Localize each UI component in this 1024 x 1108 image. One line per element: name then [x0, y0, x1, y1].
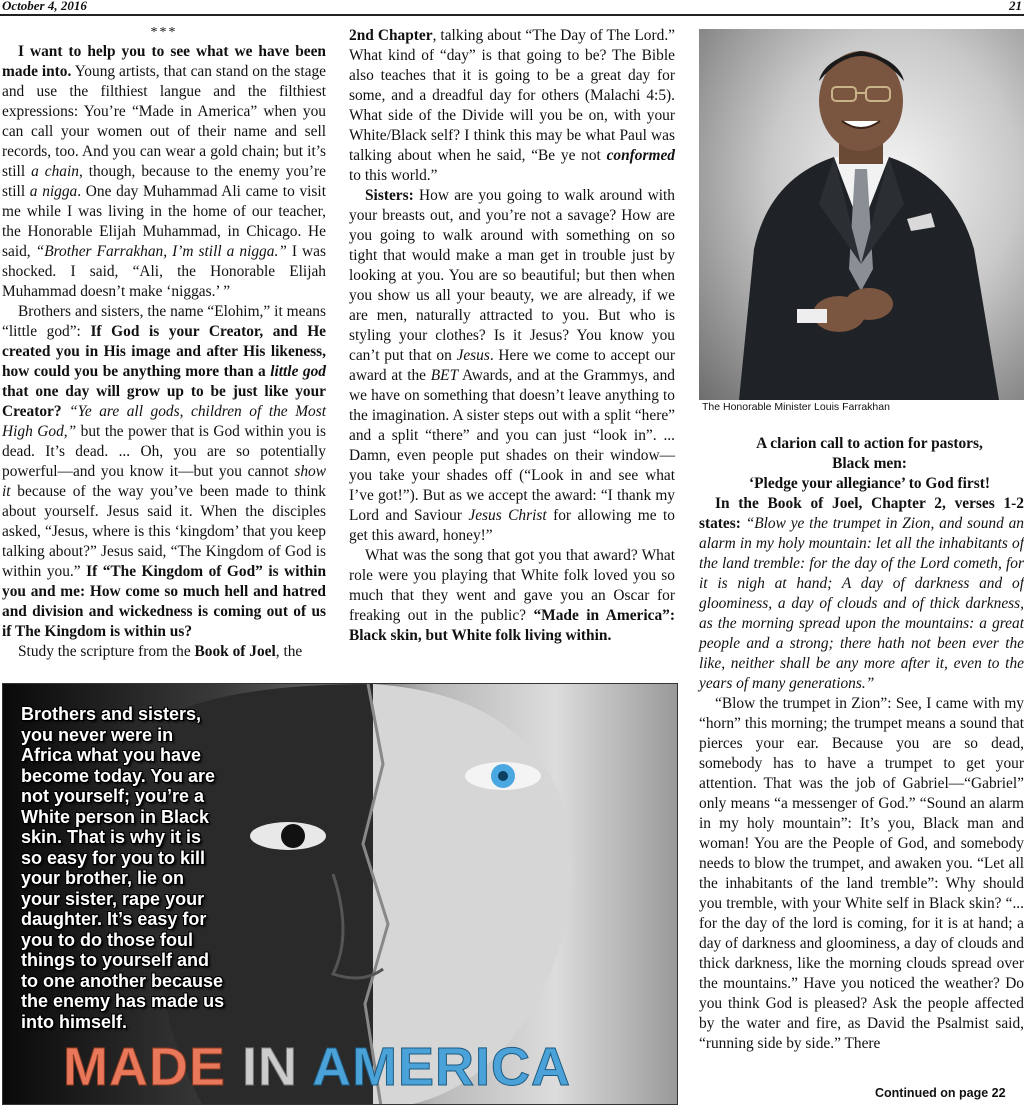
italic-run: Jesus Christ	[468, 507, 547, 524]
italic-run: a chain	[31, 163, 79, 180]
text-run: for allowing me to get this award, honey!”	[349, 507, 675, 544]
bold-lead: In the Book of Joel, Chapter 2, verses 1-2 states:	[699, 495, 1024, 532]
text-run: What was the song that got you that award? What role were you playing that White folk loved you so much that they went and gave you an Oscar for freaking out in the public?	[349, 547, 675, 624]
article-column-1	[2, 24, 326, 662]
issue-date: October 4, 2016	[2, 0, 87, 13]
italic-run: a nigga	[29, 183, 78, 200]
bold-run: that one day will grow up to be just like your Creator?	[2, 383, 326, 420]
bold-run: If God is your Creator, and He created you in His image and after His likeness, how could you be anything more than a	[2, 323, 327, 380]
paragraph	[349, 546, 675, 646]
text-run: Awards, and at the Grammys, and we have on something that doesn’t leave anything to the imagination. A sister steps out with a split “here” and a split “there” and you can just “look in”. ... Damn, even people put shades on their window—you take your shades off (“Look in and see what I’ve got!”). But as we accept the award: “I thank my Lord and Saviour	[349, 367, 675, 524]
bold-run: If “The Kingdom of God” is within you and me: How come so much hell and hatred and division and wickedness is coming out of us if The Kingdom is within us?	[2, 563, 326, 640]
bold-italic-run: conformed	[606, 147, 675, 164]
continued-note: Continued on page 22	[875, 1086, 1006, 1100]
article-column-2	[349, 26, 675, 646]
poster-title-in: IN	[242, 1037, 299, 1097]
subheading: Black men:	[832, 455, 907, 472]
italic-run: BET	[430, 367, 459, 384]
bold-lead: I want to help you to see what we have been made into.	[2, 43, 326, 80]
subheading: A clarion call to action for pastors,	[756, 435, 983, 452]
scripture-quote: “Blow ye the trumpet in Zion, and sound an alarm in my holy mountain: let all the inhabitants of the land tremble: for the day of the Lord cometh, for it is nigh at hand; A day of darkness and of gloominess, a day of clouds and of thick darkness, as the morning spread upon the mountains: a great people and a strong; there hath not been ever the like, neither shall be any more after it, even to the years of many generations.”	[699, 515, 1024, 692]
paragraph	[2, 642, 326, 662]
article-column-3	[699, 434, 1024, 1054]
paragraph	[2, 42, 326, 302]
text-run: How are you going to walk around with your breasts out, and you’re not a savage? How are you going to walk around with something on so tight that would make a man get in trouble just by looking at you. You are so beautiful; but then when you show us all your beauty, we are already, if we are men, naturally attracted to you. But who is styling your clothes? Is it Jesus? You know you can’t put that on	[349, 187, 675, 364]
photo-caption: The Honorable Minister Louis Farrakhan	[702, 401, 890, 413]
section-separator: ***	[150, 25, 178, 40]
page-number: 21	[1009, 0, 1022, 13]
text-run: Study the scripture from the	[18, 643, 195, 660]
bold-lead: Sisters:	[365, 187, 414, 204]
bold-run: Book of Joel	[194, 643, 276, 660]
italic-run: show it	[2, 463, 326, 500]
bold-run: “Made in America”: Black skin, but White folk living within.	[349, 607, 675, 644]
italic-run: Jesus	[456, 347, 490, 364]
poster-title	[3, 1039, 678, 1095]
italic-run: “Ye are all gods, children of the Most High God,”	[2, 403, 326, 440]
text-run: . Here we come to accept our award at the	[349, 347, 675, 384]
poster-title-america: AMERICA	[312, 1037, 572, 1097]
paragraph	[2, 302, 326, 642]
bold-italic-run: little god	[270, 363, 326, 380]
paragraph	[349, 186, 675, 546]
text-run: Young artists, that can stand on the stage and use the filthiest langue and the filthiest expressions: You’re “Made in America” when you can call your women out of their name and sell records, too. And you can wear a gold chain; but it’s still	[2, 63, 326, 180]
paragraph: “Blow the trumpet in Zion”: See, I came with my “horn” this morning; the trumpet means a sound that pierces your ear. Because you are so dead, somebody has to have a trumpet to get your attention. That was the job of Gabriel—“Gabriel” only means “a messenger of God.” “Sound an alarm in my holy mountain”: It’s you, Black man and woman! You are the People of God, and somebody needs to blow the trumpet, and awaken you. “Let all the inhabitants of the land tremble”: Why should you tremble, with your White self in Black skin? “... for the day of the lord is coming, for it is at hand; a day of darkness and gloominess, a day of clouds and thick darkness, like the morning clouds spread over the mountains.” Have you noticed the weather? Do you think God is pleased? Ask the people affected by the water and fire, as David the Psalmist said, “running side by side.” There	[699, 695, 1024, 1052]
paragraph	[349, 26, 675, 186]
subheading: ‘Pledge your allegiance’ to God first!	[749, 475, 990, 492]
text-run: I was shocked. I said, “Ali, the Honorable Elijah Muhammad doesn’t make ‘niggas.’ ”	[2, 243, 326, 300]
italic-run: “Brother Farrakhan, I’m still a nigga.”	[35, 243, 287, 260]
portrait-photo	[699, 29, 1024, 400]
paragraph	[699, 494, 1024, 694]
made-in-america-poster	[2, 683, 678, 1105]
portrait-illustration	[699, 29, 1024, 400]
page-header	[0, 0, 1024, 16]
text-run: Brothers and sisters, the name “Elohim,” it means “little god”:	[2, 303, 326, 340]
text-run: to this world.”	[349, 167, 438, 184]
text-run: . One day Muhammad Ali came to visit me while I was living in the home of our teacher, the Honorable Elijah Muhammad, in Chicago. He said,	[2, 183, 326, 260]
text-run: but the power that is God within you is dead. It’s dead. ... Oh, you are so potentially powerful—and you know it—but you cannot	[2, 423, 327, 480]
text-run: because of the way you’ve been made to think about yourself. Jesus said it. When the disciples asked, “Jesus, where is this ‘kingdom’ that you keep talking about?” Jesus said, “The Kingdom of God is within you.”	[2, 483, 326, 580]
text-run: , the	[275, 643, 303, 660]
text-run: , though, because to the enemy you’re still	[2, 163, 326, 200]
poster-title-made: MADE	[63, 1037, 226, 1097]
bold-run: 2nd Chapter	[349, 27, 433, 44]
poster-quote: Brothers and sisters, you never were in Africa what you have become today. You are not yourself; you’re a White person in Black skin. That is why it is so easy for you to kill your brother, lie on your sister, rape your daughter. It’s easy for you to do those foul things to yourself and to one another because the enemy has made us into himself.	[21, 704, 225, 1032]
text-run: , talking about “The Day of The Lord.” What kind of “day” is that going to be? The Bible also teaches that it is going to be a great day for some, and a dreadful day for others (Malachi 4:5). What side of the Divide will you be on, with your White/Black self? I think this may be what Paul was talking about when he said, “Be ye not	[349, 27, 675, 164]
